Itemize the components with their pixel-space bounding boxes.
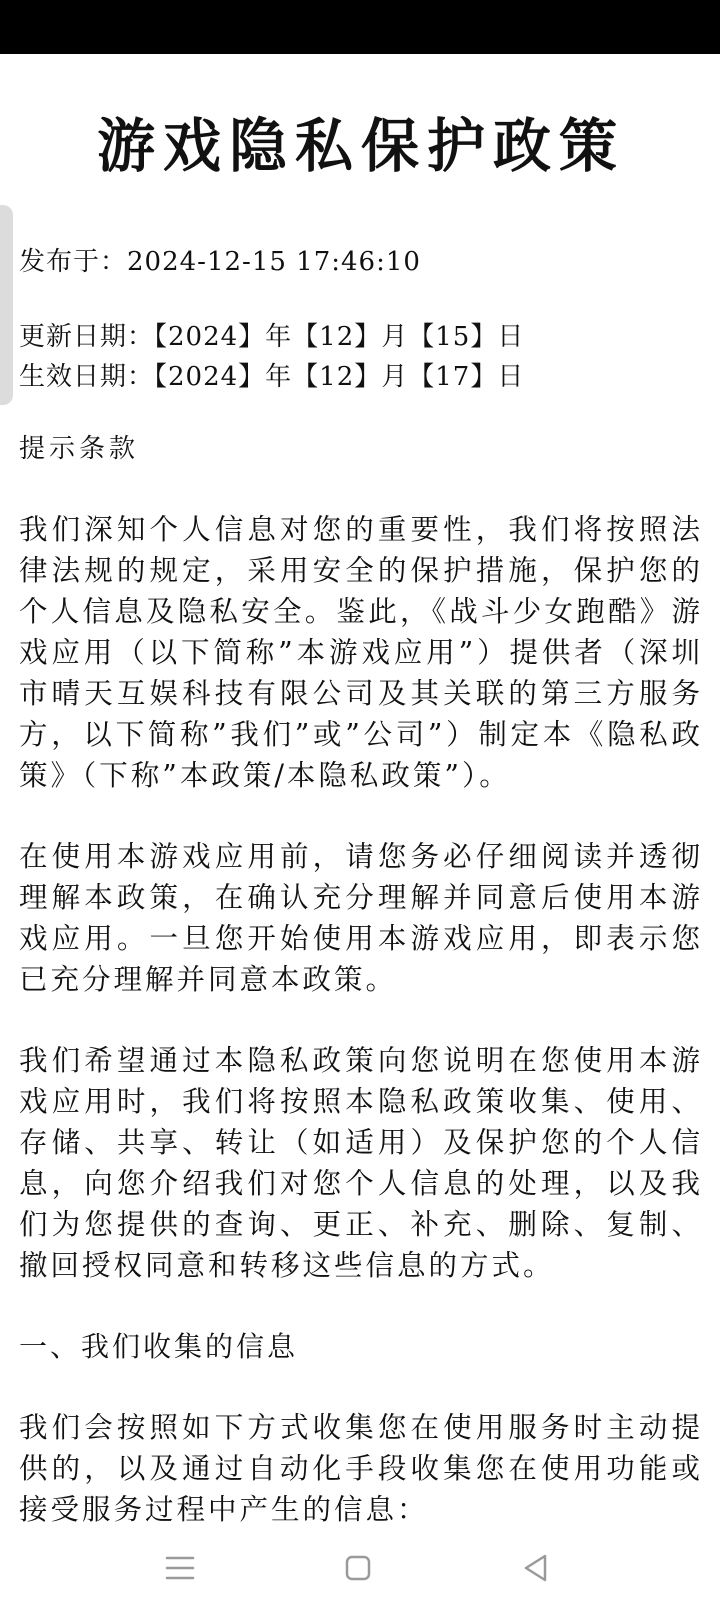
purpose-paragraph: 我们希望通过本隐私政策向您说明在您使用本游戏应用时，我们将按照本隐私政策收集、使用、存储、共享、转让（如适用）及保护您的个人信息，向您介绍我们对您个人信息的处理，以及我们为您提供的查询、更正、补充、删除、复制、撤回授权同意和转移这些信息的方式。 [19,1044,703,1282]
back-triangle-icon[interactable] [514,1546,558,1590]
intro-paragraph: 我们深知个人信息对您的重要性，我们将按照法律法规的规定，采用安全的保护措施，保护您的个人信息及隐私安全。鉴此，《战斗少女跑酷》游戏应用（以下简称”本游戏应用”）提供者（深圳市晴天互娱科技有限公司及其关联的第三方服务方，以下简称”我们”或”公司”）制定本《隐私政策》（下称”本政策/本隐私政策”）。 [19,513,703,792]
effective-date: 生效日期：【2024】年【12】月【17】日 [19,362,525,392]
notice-heading: 提示条款 [19,434,140,464]
menu-icon[interactable] [158,1546,202,1590]
edge-panel-handle[interactable] [0,205,13,405]
home-square-icon[interactable] [336,1546,380,1590]
status-bar [0,0,720,54]
section-heading-collected-info: 一、我们收集的信息 [19,1330,299,1363]
collection-paragraph: 我们会按照如下方式收集您在使用服务时主动提供的，以及通过自动化手段收集您在使用功能或接受服务过程中产生的信息： [19,1411,703,1524]
page-title: 游戏隐私保护政策 [96,112,625,180]
published-time: 发布于：2024-12-15 17:46:10 [19,247,421,277]
read-before-use-paragraph: 在使用本游戏应用前，请您务必仔细阅读并透彻理解本政策，在确认充分理解并同意后使用本游戏应用。一旦您开始使用本游戏应用，即表示您已充分理解并同意本政策。 [19,840,703,996]
navigation-bar [0,1524,720,1610]
policy-content[interactable] [19,54,703,1524]
updated-date: 更新日期：【2024】年【12】月【15】日 [19,322,525,352]
date-block [19,317,703,397]
